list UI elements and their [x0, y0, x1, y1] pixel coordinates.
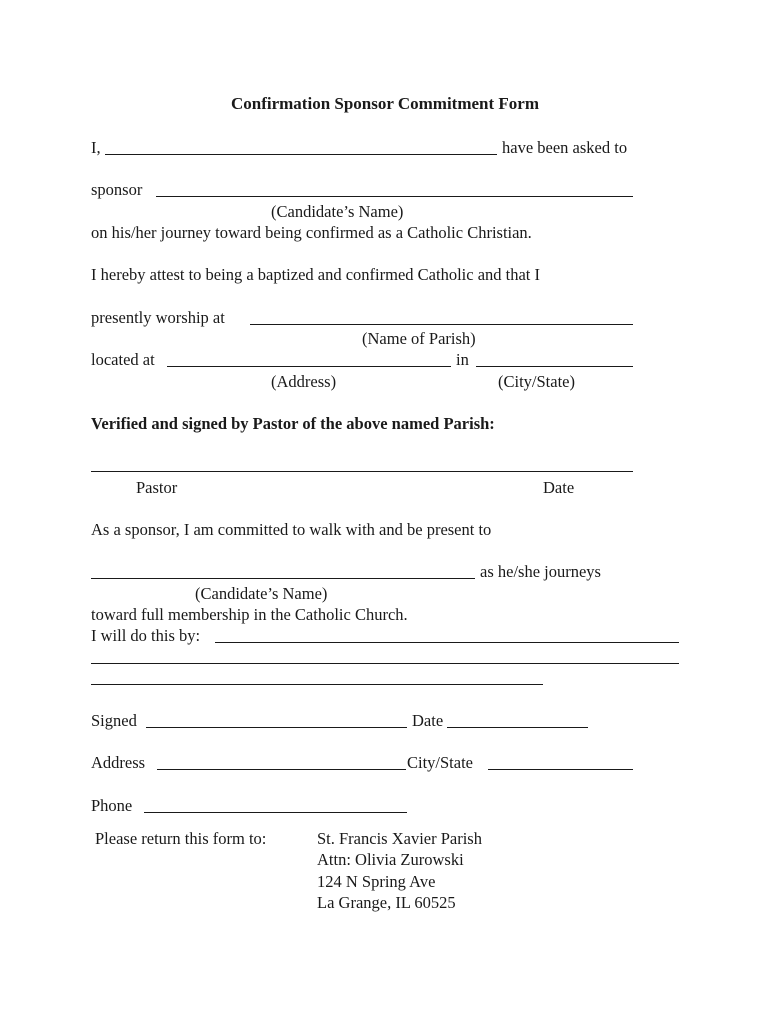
- city-state-line[interactable]: [476, 366, 633, 367]
- will-do-line-2[interactable]: [91, 663, 679, 664]
- committed-text: As a sponsor, I am committed to walk with and be present to: [91, 520, 492, 539]
- return-address-line-4: La Grange, IL 60525: [317, 893, 456, 912]
- parish-name-caption: (Name of Parish): [362, 329, 476, 348]
- signed-date-line[interactable]: [447, 727, 588, 728]
- return-address-line-1: St. Francis Xavier Parish: [317, 829, 482, 848]
- sponsor-name-line[interactable]: [105, 154, 497, 155]
- return-address-line-3: 124 N Spring Ave: [317, 872, 436, 891]
- asked-text: have been asked to: [502, 138, 628, 157]
- attest-text: I hereby attest to being a baptized and confirmed Catholic and that I: [91, 265, 541, 284]
- membership-text: toward full membership in the Catholic Church.: [91, 605, 408, 624]
- return-address-line-2: Attn: Olivia Zurowski: [317, 850, 464, 869]
- journeys-text: as he/she journeys: [480, 562, 601, 581]
- candidate-name-caption-2: (Candidate’s Name): [195, 584, 328, 603]
- city-state-label: City/State: [407, 753, 473, 772]
- return-label: Please return this form to:: [95, 829, 267, 848]
- journey-text: on his/her journey toward being confirmed as a Catholic Christian.: [91, 223, 532, 242]
- pastor-date-caption: Date: [543, 478, 575, 497]
- will-do-label: I will do this by:: [91, 626, 201, 645]
- address-line[interactable]: [167, 366, 451, 367]
- sponsor-address-line[interactable]: [157, 769, 406, 770]
- parish-name-line[interactable]: [250, 324, 633, 325]
- phone-line[interactable]: [144, 812, 407, 813]
- sponsor-label: sponsor: [91, 180, 143, 199]
- worship-label: presently worship at: [91, 308, 225, 327]
- will-do-line-1[interactable]: [215, 642, 679, 643]
- city-state-caption: (City/State): [498, 372, 575, 391]
- sponsor-city-state-line[interactable]: [488, 769, 633, 770]
- pastor-caption: Pastor: [136, 478, 178, 497]
- signed-label: Signed: [91, 711, 137, 730]
- candidate-name-caption: (Candidate’s Name): [271, 202, 404, 221]
- in-label: in: [456, 350, 469, 369]
- located-label: located at: [91, 350, 155, 369]
- date-label: Date: [412, 711, 444, 730]
- verified-heading: Verified and signed by Pastor of the above named Parish:: [91, 414, 495, 433]
- pastor-signature-line[interactable]: [91, 471, 633, 472]
- address-label: Address: [91, 753, 146, 772]
- form-title: Confirmation Sponsor Commitment Form: [230, 94, 540, 113]
- candidate-name-line[interactable]: [156, 196, 633, 197]
- phone-label: Phone: [91, 796, 133, 815]
- signed-line[interactable]: [146, 727, 407, 728]
- i-prefix: I,: [91, 138, 101, 157]
- candidate-name-line-2[interactable]: [91, 578, 475, 579]
- will-do-line-3[interactable]: [91, 684, 543, 685]
- address-caption: (Address): [271, 372, 337, 391]
